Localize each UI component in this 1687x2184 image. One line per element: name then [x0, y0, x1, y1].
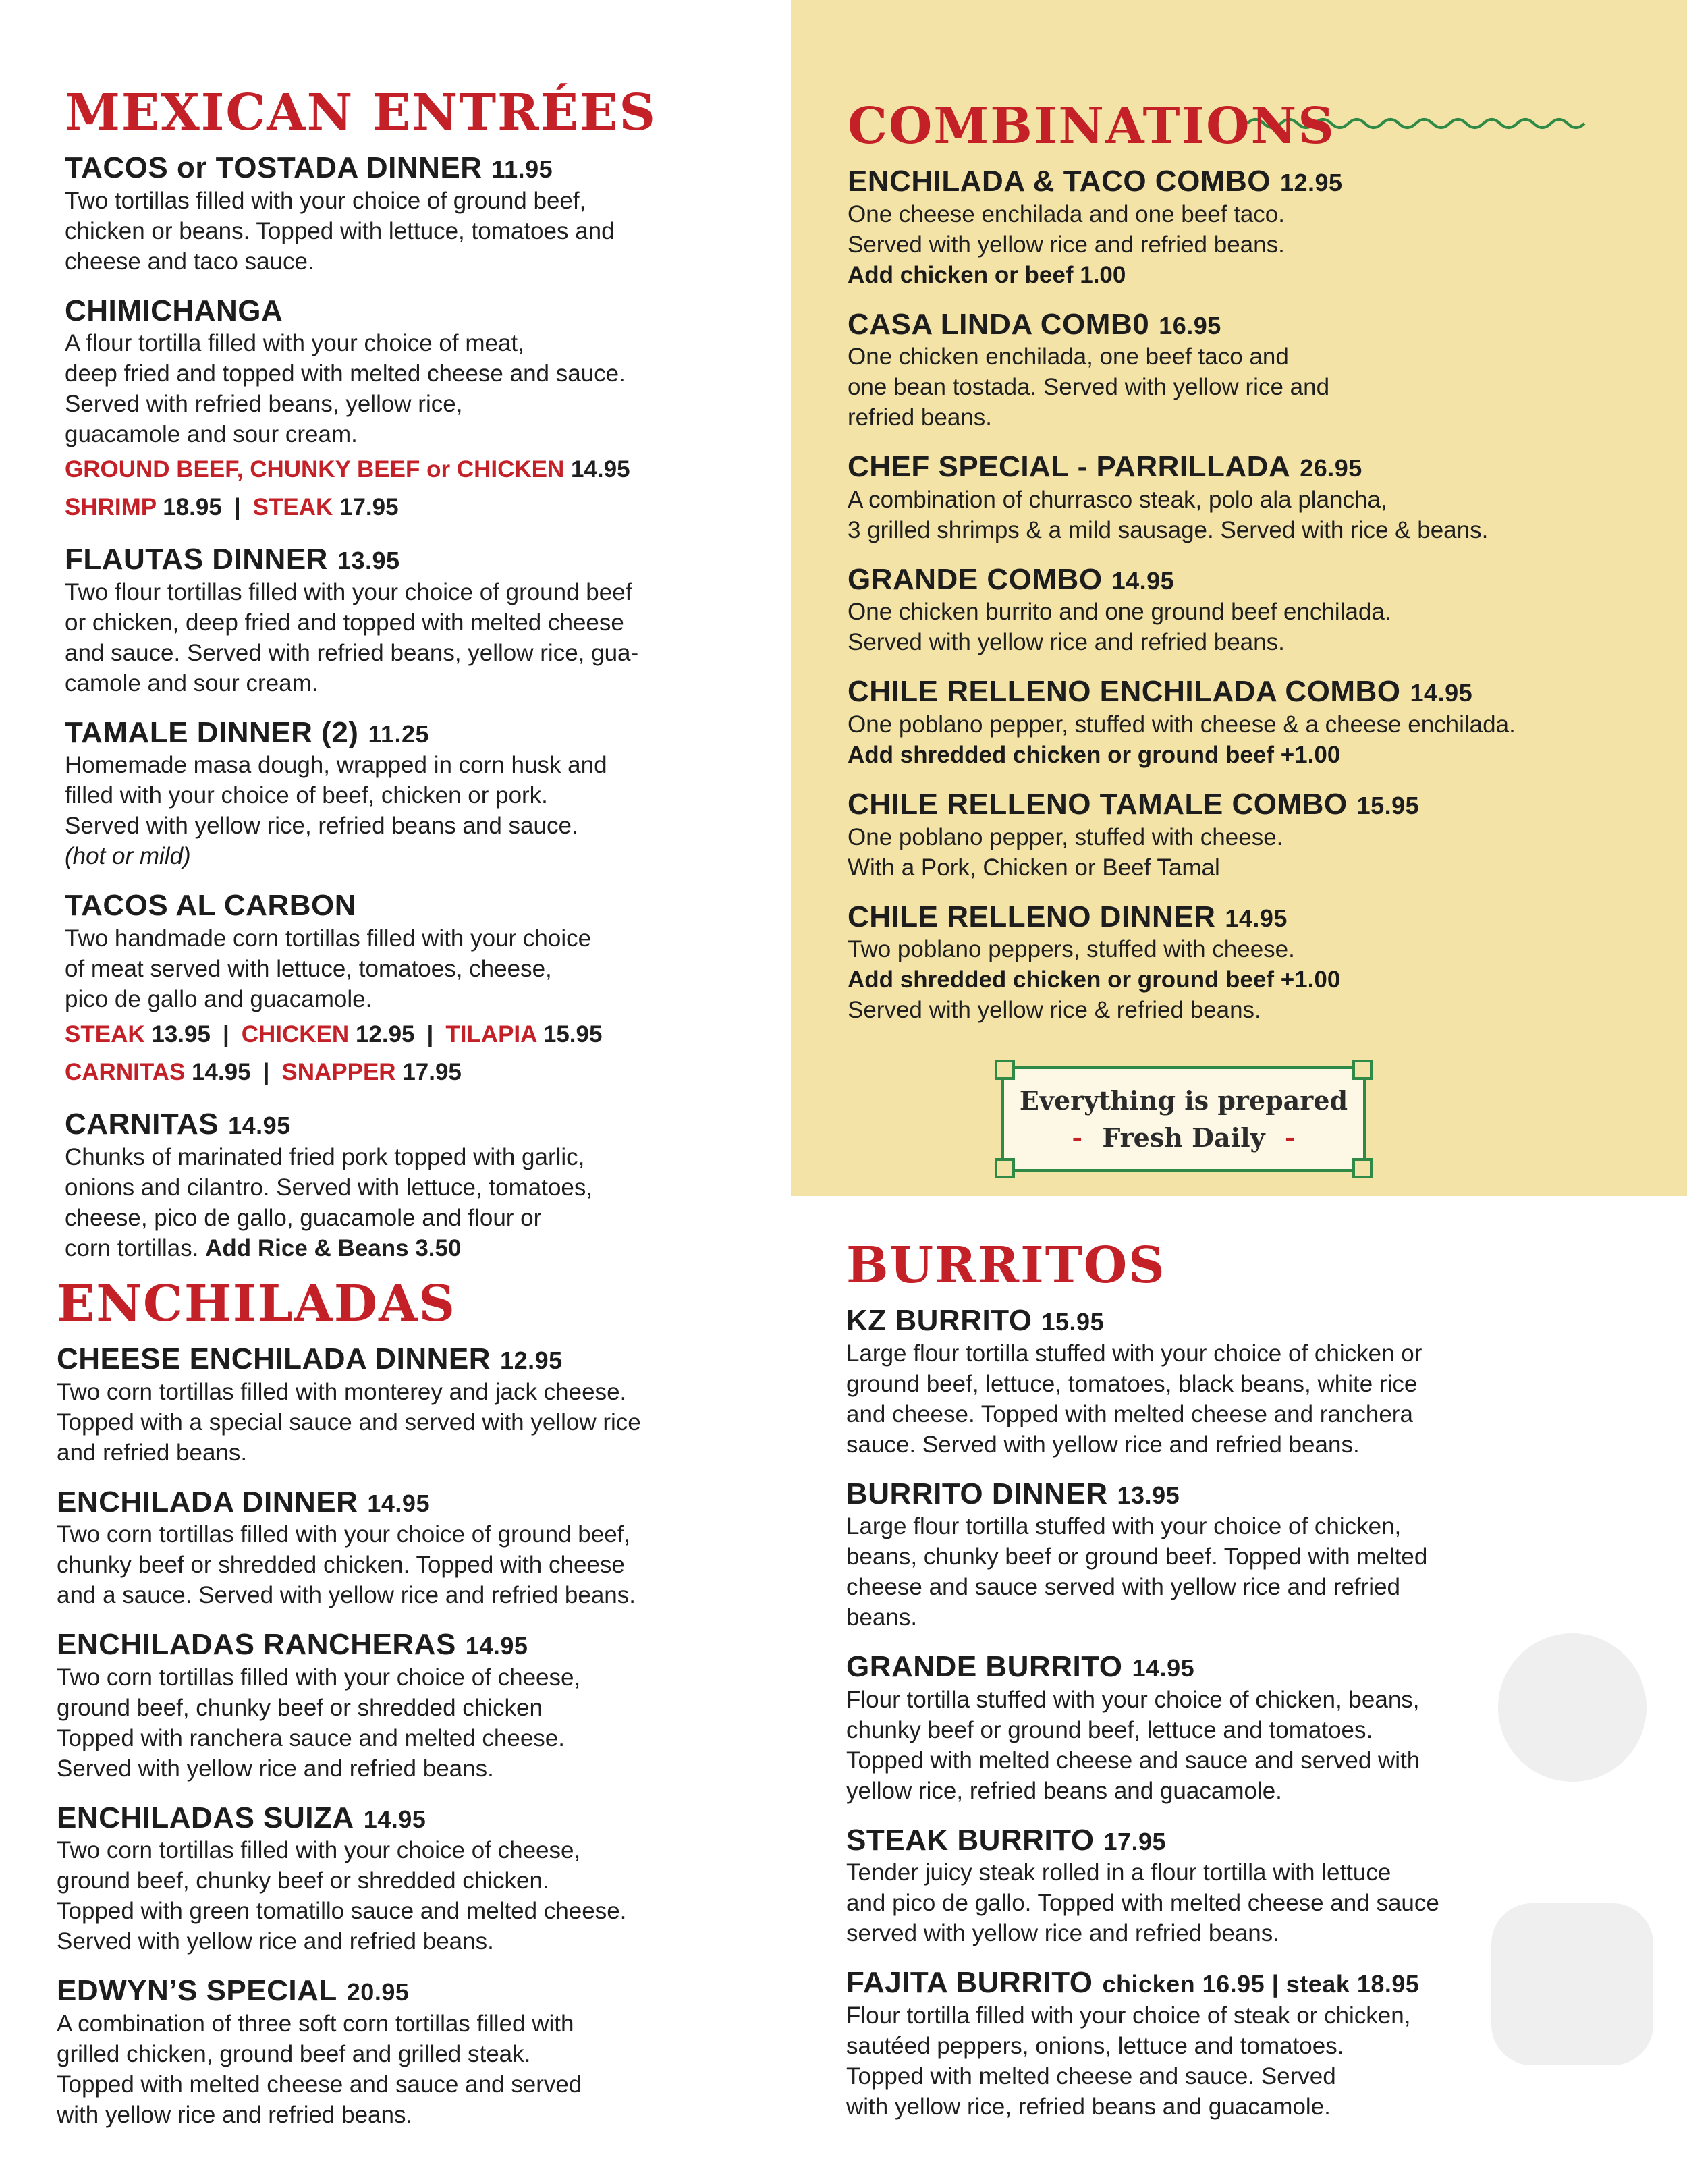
item-description: Topped with a special sauce and served with yellow rice [57, 1409, 641, 1436]
item-header [846, 1477, 1669, 1512]
item-header [57, 1485, 785, 1520]
item-description: pico de gallo and guacamole. [65, 985, 372, 1012]
item-description: refried beans. [848, 404, 993, 431]
item-name: CHEF SPECIAL - PARRILLADA [848, 450, 1291, 484]
item-description: beans. [846, 1604, 918, 1631]
box-corner-ornament [1352, 1060, 1373, 1080]
option-label: SHRIMP [65, 494, 157, 521]
fresh-daily-box [1001, 1066, 1366, 1172]
item-price: 11.95 [491, 155, 553, 183]
option-price: 12.95 [355, 1020, 415, 1047]
item-description: Two tortillas filled with your choice of ground beef, [65, 187, 586, 214]
item-addon: Add shredded chicken or ground beef +1.00 [848, 741, 1341, 768]
item-header [848, 165, 1671, 199]
menu-item [57, 1801, 785, 1957]
fresh-box-line1: Everything is prepared [1019, 1085, 1348, 1116]
item-description: or chicken, deep fried and topped with melted cheese [65, 609, 624, 636]
item-description: with yellow rice and refried beans. [57, 2101, 413, 2128]
item-description: Tender juicy steak rolled in a flour tortilla with lettuce [846, 1859, 1391, 1886]
item-name: CHILE RELLENO DINNER [848, 900, 1216, 933]
combinations-section [848, 97, 1671, 1043]
item-description: Chunks of marinated fried pork topped with garlic, [65, 1143, 585, 1170]
section-title: MEXICAN ENTRÉES [65, 84, 657, 142]
item-description: and a sauce. Served with yellow rice and refried beans. [57, 1582, 636, 1609]
menu-item [846, 1477, 1669, 1633]
item-name: CHILE RELLENO TAMALE COMBO [848, 787, 1348, 821]
item-name: ENCHILADA & TACO COMBO [848, 165, 1271, 198]
item-name: FAJITA BURRITO [846, 1966, 1093, 2000]
item-price: 14.95 [1225, 904, 1288, 932]
fresh-box-line2 [1004, 1122, 1363, 1153]
item-description: Two corn tortillas filled with monterey and jack cheese. [57, 1378, 627, 1405]
item-addon: Add chicken or beef 1.00 [848, 261, 1126, 288]
option-label: CHICKEN [241, 1020, 350, 1047]
fresh-dash-right: - [1284, 1122, 1296, 1153]
item-description: A combination of three soft corn tortillas filled with [57, 2010, 574, 2037]
item-description: Served with yellow rice & refried beans. [848, 997, 1261, 1024]
item-name: ENCHILADA DINNER [57, 1485, 358, 1519]
item-description: Two corn tortillas filled with your choice of ground beef, [57, 1521, 631, 1548]
item-header [848, 900, 1671, 935]
item-header [65, 151, 780, 186]
item-description: deep fried and topped with melted cheese and sauce. [65, 360, 626, 387]
item-description: Served with yellow rice, refried beans and sauce. [65, 813, 578, 840]
item-description: Served with refried beans, yellow rice, [65, 391, 463, 418]
item-price: 12.95 [1279, 169, 1343, 196]
item-description: and pico de gallo. Topped with melted cheese and sauce [846, 1890, 1439, 1917]
item-description: with yellow rice, refried beans and guacamole. [846, 2093, 1331, 2120]
section-title: COMBINATIONS [848, 97, 1335, 155]
item-header [65, 716, 780, 750]
box-corner-ornament [995, 1060, 1015, 1080]
item-description: grilled chicken, ground beef and grilled steak. [57, 2040, 531, 2067]
fresh-dash-left: - [1072, 1122, 1083, 1153]
item-description: camole and sour cream. [65, 670, 319, 697]
menu-item [57, 1628, 785, 1784]
enchiladas-section [57, 1275, 785, 2148]
mexican-entrees-section [65, 84, 780, 1281]
item-name: ENCHILADAS RANCHERAS [57, 1628, 456, 1662]
item-description: One poblano pepper, stuffed with cheese & a cheese enchilada. [848, 711, 1516, 738]
item-description: of meat served with lettuce, tomatoes, cheese, [65, 955, 552, 982]
item-description: Served with yellow rice and refried beans. [57, 1928, 494, 1955]
option-label: GROUND BEEF, CHUNKY BEEF or CHICKEN [65, 456, 565, 483]
item-name: CHILE RELLENO ENCHILADA COMBO [848, 675, 1401, 709]
option-price: 14.95 [570, 456, 630, 483]
item-header [57, 1342, 785, 1377]
item-price: 14.95 [465, 1632, 528, 1660]
item-description: and cheese. Topped with melted cheese and ranchera [846, 1400, 1413, 1427]
item-description: Two corn tortillas filled with your choice of cheese, [57, 1664, 581, 1691]
item-description: ground beef, chunky beef or shredded chicken [57, 1694, 543, 1721]
item-description: One chicken enchilada, one beef taco and [848, 344, 1289, 371]
item-price: 20.95 [346, 1978, 410, 2006]
item-description: Two flour tortillas filled with your choice of ground beef [65, 578, 632, 605]
option-price: 13.95 [151, 1020, 211, 1047]
item-description: Flour tortilla stuffed with your choice of chicken, beans, [846, 1686, 1420, 1713]
item-name: BURRITO DINNER [846, 1477, 1108, 1510]
item-description: served with yellow rice and refried beans. [846, 1920, 1279, 1947]
option-label: TILAPIA [445, 1020, 537, 1047]
item-price: 14.95 [1111, 566, 1175, 595]
item-price: 11.25 [368, 719, 430, 748]
separator: | [233, 494, 241, 521]
option-price: 17.95 [339, 494, 399, 521]
item-name: CARNITAS [65, 1107, 219, 1141]
item-header [848, 450, 1671, 485]
item-name: GRANDE COMBO [848, 562, 1103, 596]
section-title: ENCHILADAS [57, 1275, 456, 1333]
separator: | [222, 1020, 229, 1047]
option-price: 15.95 [543, 1020, 603, 1047]
item-note: (hot or mild) [65, 843, 191, 870]
menu-item [65, 151, 780, 277]
item-price: 14.95 [367, 1489, 430, 1517]
price-options-row [65, 490, 780, 525]
item-addon: Add Rice & Beans 3.50 [205, 1234, 462, 1261]
item-description: One cheese enchilada and one beef taco. [848, 200, 1285, 227]
item-description-text: corn tortillas. [65, 1234, 199, 1261]
item-description: Two corn tortillas filled with your choice of cheese, [57, 1837, 581, 1864]
item-header [848, 308, 1671, 342]
item-name: CHEESE ENCHILADA DINNER [57, 1342, 491, 1375]
item-description: Topped with melted cheese and sauce. Served [846, 2063, 1336, 2090]
fresh-box-line2-text: Fresh Daily [1102, 1122, 1265, 1153]
item-name: EDWYN’S SPECIAL [57, 1974, 337, 2008]
option-price: 14.95 [191, 1058, 251, 1085]
menu-item [57, 1342, 785, 1468]
item-price: chicken 16.95 | steak 18.95 [1102, 1970, 1420, 1998]
item-name: CASA LINDA COMB0 [848, 307, 1150, 341]
item-description: Two poblano peppers, stuffed with cheese. [848, 936, 1295, 963]
section-title: BURRITOS [846, 1236, 1166, 1294]
menu-item [848, 165, 1671, 290]
item-header [65, 889, 780, 923]
item-price: 15.95 [1356, 791, 1420, 819]
item-description: yellow rice, refried beans and guacamole. [846, 1777, 1282, 1804]
item-price: 13.95 [337, 547, 400, 575]
item-description: ground beef, lettuce, tomatoes, black beans, white rice [846, 1370, 1418, 1397]
item-header [57, 1628, 785, 1662]
item-description: A combination of churrasco steak, polo ala plancha, [848, 486, 1387, 513]
separator: | [262, 1058, 270, 1085]
item-description [65, 1233, 780, 1263]
item-description: A flour tortilla filled with your choice of meat, [65, 330, 524, 357]
item-description: cheese, pico de gallo, guacamole and flour or [65, 1204, 542, 1231]
item-header [65, 1108, 780, 1142]
item-description: sauce. Served with yellow rice and refried beans. [846, 1431, 1360, 1458]
item-description: Topped with melted cheese and sauce and served with [846, 1747, 1420, 1774]
item-description: cheese and taco sauce. [65, 248, 314, 275]
item-header [65, 543, 780, 577]
menu-item [848, 450, 1671, 545]
item-price: 15.95 [1041, 1308, 1105, 1336]
menu-item [65, 1108, 780, 1263]
item-description: Large flour tortilla stuffed with your choice of chicken or [846, 1340, 1422, 1367]
item-description: Served with yellow rice and refried beans. [57, 1755, 494, 1782]
item-description: filled with your choice of beef, chicken or pork. [65, 782, 548, 809]
item-description: Homemade masa dough, wrapped in corn husk and [65, 752, 607, 779]
item-description: Topped with melted cheese and sauce and served [57, 2071, 582, 2098]
item-name: TACOS or TOSTADA DINNER [65, 151, 482, 184]
item-description: onions and cilantro. Served with lettuce, tomatoes, [65, 1174, 593, 1201]
item-description: chicken or beans. Topped with lettuce, tomatoes and [65, 217, 615, 244]
item-header [848, 675, 1671, 709]
item-description: beans, chunky beef or ground beef. Topped with melted [846, 1544, 1428, 1571]
item-description: Topped with ranchera sauce and melted cheese. [57, 1724, 565, 1751]
watermark-logo-icon [1471, 1620, 1674, 2092]
price-options-row [65, 1055, 780, 1090]
item-description: one bean tostada. Served with yellow rice and [848, 374, 1330, 401]
item-description: chunky beef or shredded chicken. Topped with cheese [57, 1552, 625, 1579]
option-price: 18.95 [163, 494, 222, 521]
item-header [65, 294, 780, 329]
menu-item [65, 294, 780, 526]
box-corner-ornament [995, 1158, 1015, 1178]
menu-item [65, 889, 780, 1090]
item-price: 26.95 [1300, 454, 1362, 483]
menu-item [846, 1304, 1669, 1460]
item-price: 16.95 [1159, 311, 1221, 339]
item-name: KZ BURRITO [846, 1304, 1032, 1337]
menu-item [848, 675, 1671, 770]
price-options-row [65, 452, 780, 487]
option-label: STEAK [252, 494, 333, 521]
item-header [846, 1304, 1669, 1338]
item-description: chunky beef or ground beef, lettuce and tomatoes. [846, 1716, 1373, 1743]
separator: | [426, 1020, 434, 1047]
item-name: TAMALE DINNER (2) [65, 715, 359, 749]
option-label: SNAPPER [281, 1058, 396, 1085]
item-price: 14.95 [363, 1805, 426, 1833]
item-description: and sauce. Served with refried beans, yellow rice, gua- [65, 639, 639, 666]
item-description: Served with yellow rice and refried beans. [848, 629, 1285, 656]
item-description: Two handmade corn tortillas filled with your choice [65, 925, 592, 952]
item-header [57, 1801, 785, 1836]
item-description: and refried beans. [57, 1439, 248, 1466]
option-label: CARNITAS [65, 1058, 186, 1085]
item-description: sautéed peppers, onions, lettuce and tomatoes. [846, 2032, 1344, 2059]
box-corner-ornament [1352, 1158, 1373, 1178]
menu-item [848, 563, 1671, 658]
item-header [57, 1974, 785, 2009]
item-addon: Add shredded chicken or ground beef +1.00 [848, 966, 1341, 993]
item-name: STEAK BURRITO [846, 1823, 1095, 1857]
item-price: 14.95 [1410, 679, 1473, 707]
option-label: STEAK [65, 1020, 145, 1047]
item-price: 12.95 [500, 1346, 563, 1374]
item-header [848, 788, 1671, 822]
menu-item [848, 788, 1671, 883]
menu-item [65, 716, 780, 872]
item-description: 3 grilled shrimps & a mild sausage. Served with rice & beans. [848, 516, 1489, 543]
item-name: GRANDE BURRITO [846, 1650, 1123, 1684]
item-name: TACOS AL CARBON [65, 889, 357, 923]
item-name: CHIMICHANGA [65, 294, 283, 327]
item-description: One poblano pepper, stuffed with cheese. [848, 823, 1283, 850]
item-price: 14.95 [1132, 1654, 1195, 1683]
item-description: One chicken burrito and one ground beef enchilada. [848, 599, 1391, 626]
item-description: ground beef, chunky beef or shredded chicken. [57, 1867, 549, 1894]
item-name: ENCHILADAS SUIZA [57, 1801, 354, 1834]
item-description: Large flour tortilla stuffed with your choice of chicken, [846, 1513, 1402, 1540]
item-description: Topped with green tomatillo sauce and melted cheese. [57, 1898, 627, 1925]
item-description: guacamole and sour cream. [65, 421, 358, 448]
item-description: Served with yellow rice and refried beans. [848, 231, 1285, 258]
price-options-row [65, 1017, 780, 1052]
option-price: 17.95 [402, 1058, 462, 1085]
menu-item [848, 900, 1671, 1026]
menu-item [57, 1485, 785, 1611]
menu-item [848, 308, 1671, 433]
item-description: cheese and sauce served with yellow rice and refried [846, 1574, 1400, 1601]
item-name: FLAUTAS DINNER [65, 543, 328, 576]
item-price: 17.95 [1103, 1827, 1167, 1855]
menu-item [57, 1974, 785, 2130]
item-price: 14.95 [228, 1111, 291, 1139]
item-description: With a Pork, Chicken or Beef Tamal [848, 854, 1220, 881]
item-header [848, 563, 1671, 597]
menu-item [65, 543, 780, 699]
item-price: 13.95 [1117, 1481, 1180, 1509]
item-description: Flour tortilla filled with your choice of steak or chicken, [846, 2002, 1411, 2029]
